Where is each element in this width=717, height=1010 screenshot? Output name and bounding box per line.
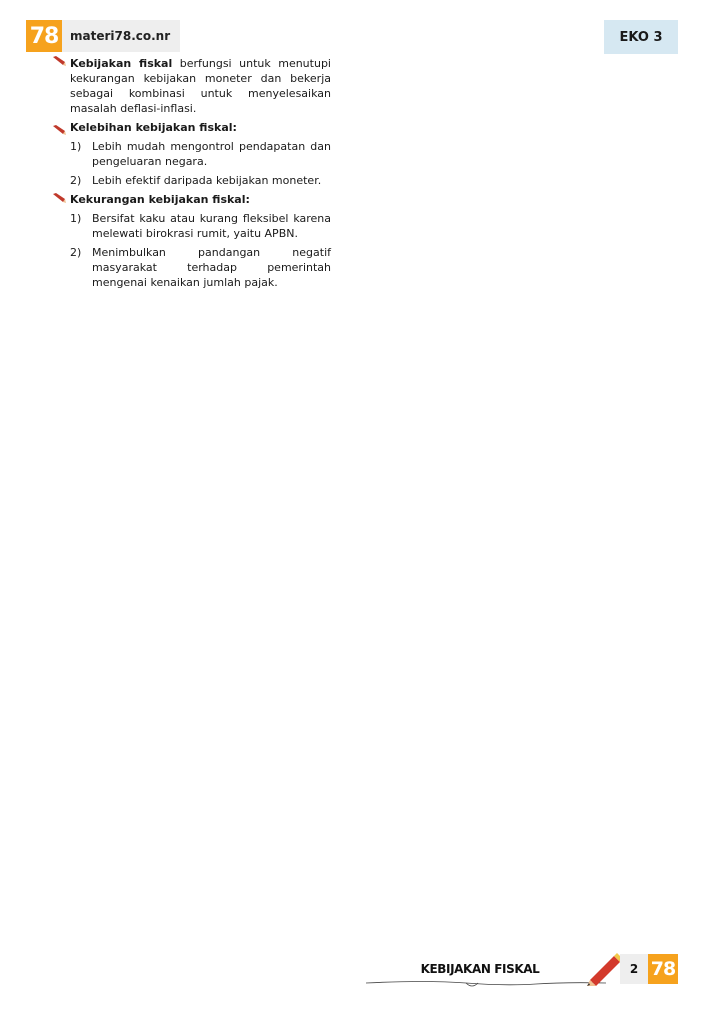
advantages-block [52,120,331,188]
advantages-heading: Kelebihan kebijakan fiskal: [70,121,237,134]
item-number: 2) [70,174,82,187]
list-item [70,173,331,188]
header-brand [26,20,180,52]
item-text: Lebih efektif daripada kebijakan moneter. [92,174,322,187]
pencil-bullet-icon [52,193,66,203]
site-name: materi78.co.nr [62,20,180,52]
intro-text: berfungsi untuk menutupi kekurangan kebijakan moneter dan bekerja sebagai kombinasi untuk menyelesaikan masalah deflasi-inflasi. [70,57,331,115]
footer-logo: 78 [648,954,678,984]
disadvantages-block [52,192,331,290]
disadvantages-heading: Kekurangan kebijakan fiskal: [70,193,250,206]
intro-paragraph [70,56,331,116]
content-column [52,56,331,294]
list-item [70,139,331,169]
item-text: Lebih mudah mengontrol pendapatan dan pengeluaran negara. [92,140,331,168]
item-text: Menimbulkan pandangan negatif masyarakat terhadap pemerintah mengenai kenaikan jumlah pajak. [92,246,331,289]
subject-badge: EKO 3 [604,20,678,54]
pencil-icon [586,950,624,986]
pencil-bullet-icon [52,125,66,135]
item-number: 1) [70,140,82,153]
list-item [70,211,331,241]
list-item [70,245,331,290]
page-number: 2 [620,954,648,984]
disadvantages-list [70,211,331,290]
footer-title: KEBIJAKAN FISKAL [420,962,540,976]
pencil-bullet-icon [52,56,66,66]
intro-block [52,56,331,116]
item-number: 1) [70,212,82,225]
intro-term: Kebijakan fiskal [70,57,173,70]
item-text: Bersifat kaku atau kurang fleksibel karena melewati birokrasi rumit, yaitu APBN. [92,212,331,240]
logo: 78 [26,20,62,52]
advantages-list [70,139,331,188]
item-number: 2) [70,246,82,259]
footer-divider [366,980,606,992]
